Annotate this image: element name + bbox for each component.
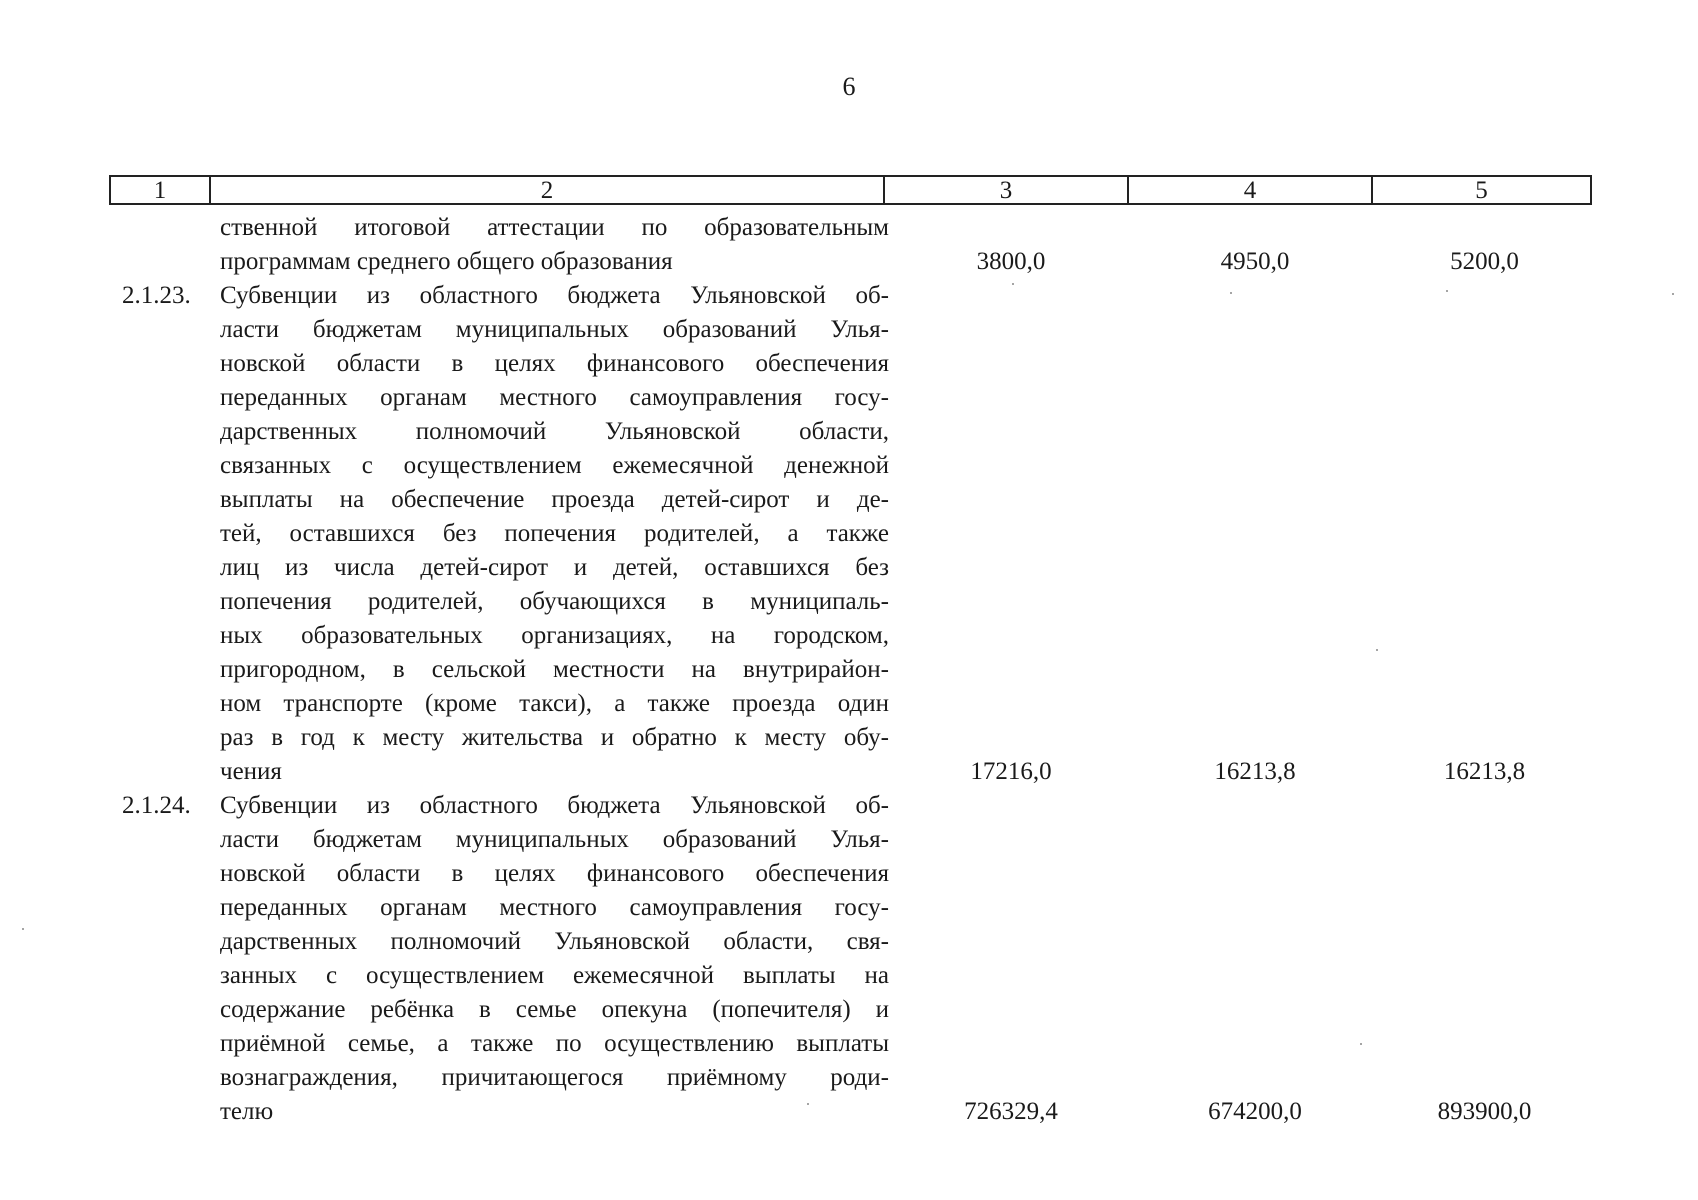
- table-header-row: [109, 175, 1592, 205]
- description-line: ласти бюджетам муниципальных образований Улья-: [220, 826, 889, 853]
- description-line: раз в год к месту жительства и обратно к месту обу-: [220, 724, 889, 751]
- value-col-4: 674200,0: [1208, 1098, 1302, 1125]
- row-description: [209, 211, 889, 279]
- row-number: 2.1.23.: [122, 282, 191, 309]
- table-body: [109, 211, 1592, 1129]
- table-row: [109, 211, 1592, 279]
- header-cell-4: 4: [1129, 177, 1373, 203]
- scan-speck: [1672, 293, 1674, 295]
- value-col-5: 893900,0: [1437, 1098, 1532, 1125]
- scan-speck: [1360, 1043, 1362, 1045]
- description-line: переданных органам местного самоуправления госу-: [220, 894, 889, 921]
- page-number: 6: [842, 72, 856, 101]
- description-line: ных образовательных организациях, на городском,: [220, 622, 889, 649]
- header-cell-5: 5: [1475, 177, 1488, 204]
- description-line: попечения родителей, обучающихся в муниципаль-: [220, 588, 889, 615]
- description-line: дарственных полномочий Ульяновской области, свя-: [220, 928, 889, 955]
- description-line: пригородном, в сельской местности на внутрирайон-: [220, 656, 889, 683]
- description-line: связанных с осуществлением ежемесячной денежной: [220, 452, 889, 479]
- header-cell-3: 3: [885, 177, 1129, 203]
- description-line: дарственных полномочий Ульяновской области,: [220, 418, 889, 445]
- scan-speck: [1446, 290, 1448, 292]
- scan-speck: [1376, 649, 1378, 651]
- description-line: выплаты на обеспечение проезда детей-сирот и де-: [220, 486, 889, 513]
- scan-speck: [1230, 292, 1232, 294]
- header-cell-2: 2: [211, 177, 885, 203]
- description-line: переданных органам местного самоуправления госу-: [220, 384, 889, 411]
- header-cell-1: 1: [111, 177, 211, 203]
- value-col-3: 17216,0: [970, 758, 1052, 785]
- description-line: содержание ребёнка в семье опекуна (попечителя) и: [220, 996, 889, 1023]
- description-line: новской области в целях финансового обеспечения: [220, 350, 889, 377]
- value-col-4: 16213,8: [1214, 758, 1296, 785]
- description-line: вознаграждения, причитающегося приёмному роди-: [220, 1064, 889, 1091]
- description-line: лиц из числа детей-сирот и детей, оставшихся без: [220, 554, 889, 581]
- description-line: телю: [220, 1098, 274, 1125]
- value-col-5: 16213,8: [1443, 758, 1526, 785]
- description-line: Субвенции из областного бюджета Ульяновской об-: [220, 792, 889, 819]
- scan-speck: [22, 928, 24, 930]
- description-line: ственной итоговой аттестации по образовательным: [220, 214, 889, 241]
- value-col-3: 726329,4: [964, 1098, 1058, 1125]
- description-line: Субвенции из областного бюджета Ульяновской об-: [220, 282, 889, 309]
- description-line: ласти бюджетам муниципальных образований Улья-: [220, 316, 889, 343]
- table-row: [109, 279, 1592, 789]
- description-line: приёмной семье, а также по осуществлению выплаты: [220, 1030, 889, 1057]
- description-line: новской области в целях финансового обеспечения: [220, 860, 889, 887]
- row-number: 2.1.24.: [122, 792, 191, 819]
- scan-speck: [807, 1103, 809, 1105]
- description-line: занных с осуществлением ежемесячной выплаты на: [220, 962, 889, 989]
- description-line: тей, оставшихся без попечения родителей, а также: [220, 520, 889, 547]
- row-description: [209, 279, 889, 789]
- scan-speck: [1012, 283, 1014, 285]
- value-col-3: 3800,0: [976, 248, 1046, 275]
- description-line: программам среднего общего образования: [220, 248, 673, 275]
- value-col-4: 4950,0: [1220, 248, 1290, 275]
- row-description: [209, 789, 889, 1129]
- description-line: чения: [220, 758, 282, 785]
- table-row: [109, 789, 1592, 1129]
- description-line: ном транспорте (кроме такси), а также проезда один: [220, 690, 889, 717]
- value-col-5: 5200,0: [1450, 248, 1519, 275]
